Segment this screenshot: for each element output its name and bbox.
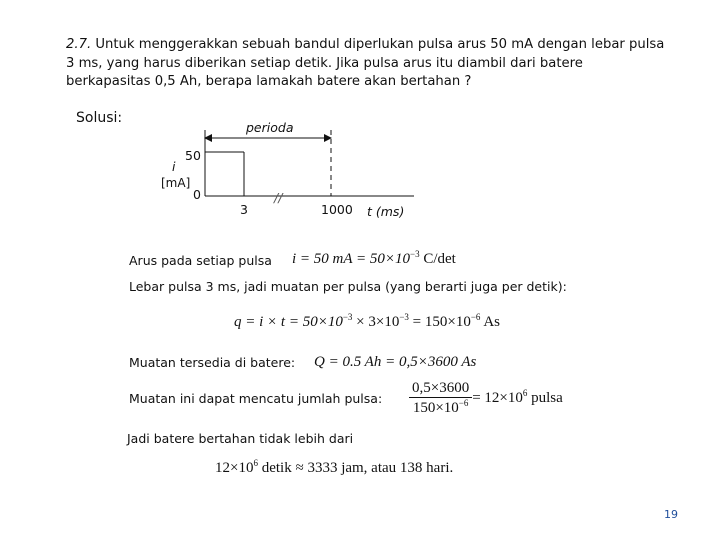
axis-break-mark: // — [274, 190, 283, 205]
step-4-fraction: $\frac{0,5\times 3600}{150\times 10^{-6}}$ — [409, 380, 472, 417]
solution-label: Solusi: — [76, 110, 123, 126]
x-tick-3: 3 — [240, 202, 248, 217]
step-5-text: Jadi batere bertahan tidak lebih dari — [127, 431, 354, 446]
page-number: 19 — [664, 508, 678, 521]
problem-line-2: 3 ms, yang harus diberikan setiap detik. Jika pulsa arus itu diambil dari batere — [66, 55, 583, 71]
step-1-text: Arus pada setiap pulsa — [129, 253, 272, 268]
x-axis-label: t (ms) — [367, 204, 405, 219]
x-tick-1000: 1000 — [321, 202, 353, 217]
step-1-equation: i = 50 mA = $50\times 10^{-3}$ C/det — [292, 249, 456, 267]
problem-number: 2.7. — [66, 37, 92, 52]
problem-line-1: Untuk menggerakkan sebuah bandul diperlukan pulsa arus 50 mA dengan lebar pulsa — [95, 37, 665, 52]
step-3-equation: Q = 0.5 Ah = 0,5×3600 As — [314, 354, 477, 370]
step-4-equation: $\frac{0,5\times 3600}{150\times 10^{-6}}$ = $12\times 10^6$ pulsa — [409, 380, 563, 417]
step-2-text: Lebar pulsa 3 ms, jadi muatan per pulsa (yang berarti juga per detik): — [129, 279, 567, 294]
y-variable: i — [172, 159, 176, 174]
y-tick-50: 50 — [185, 148, 201, 163]
problem-line-3: berkapasitas 0,5 Ah, berapa lamakah batere akan bertahan ? — [66, 74, 472, 89]
y-unit: [mA] — [161, 176, 191, 190]
period-label: perioda — [246, 120, 294, 135]
step-2-equation: $q = i \times t = 50\times 10^{-3} \times 3\times 10^{-3} = 150\times 10^{-6}$ As — [234, 312, 500, 330]
y-tick-0: 0 — [193, 187, 201, 202]
step-5-equation: $12\times 10^6$ detik ≈ 3333 jam, atau 138 hari. — [215, 458, 454, 476]
step-4-text: Muatan ini dapat mencatu jumlah pulsa: — [129, 391, 383, 406]
step-3-text: Muatan tersedia di batere: — [129, 355, 296, 370]
